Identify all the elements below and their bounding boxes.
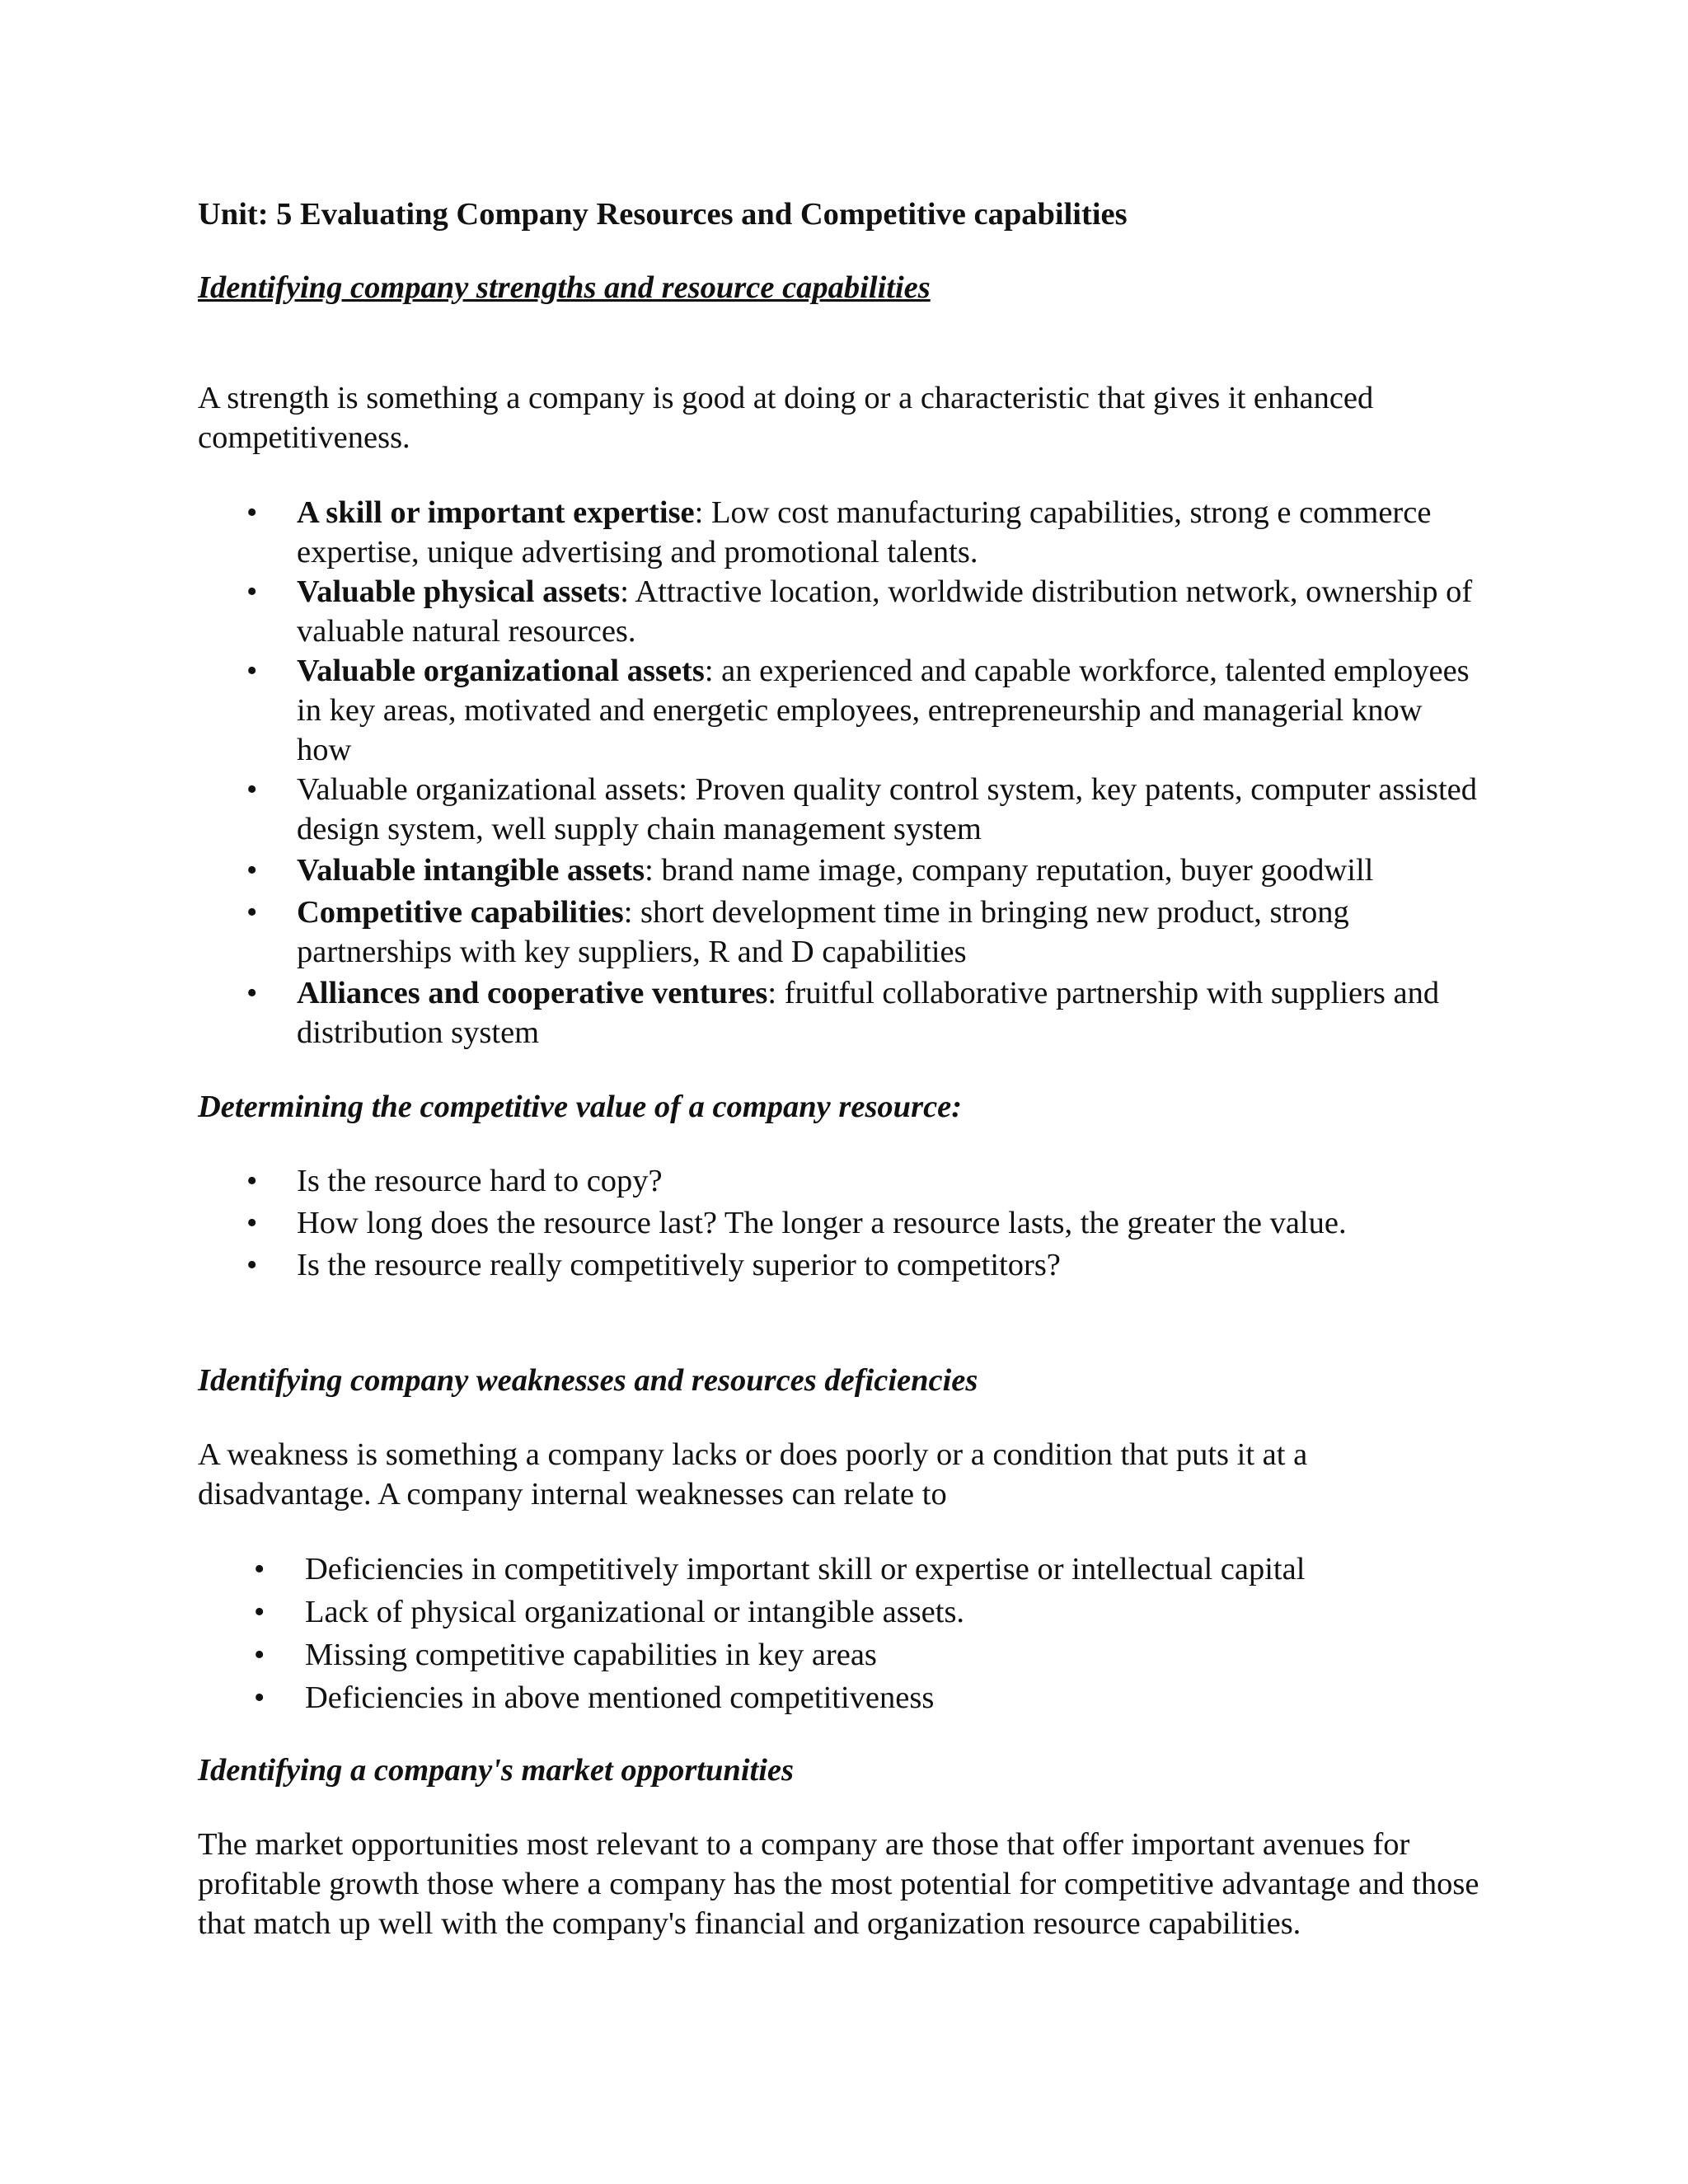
section-heading-competitive-value: Determining the competitive value of a company resource:	[198, 1090, 963, 1124]
strengths-list	[198, 493, 1484, 1052]
bullet-term: Alliances and cooperative ventures	[297, 976, 768, 1010]
list-item: • Missing competitive capabilities in key areas	[198, 1635, 1484, 1675]
list-item	[198, 493, 1484, 572]
list-item	[198, 572, 1484, 651]
weaknesses-list	[198, 1549, 1484, 1718]
bullet-text: : short development time in bringing new product, strong partnerships with key suppliers, R and D capabilities	[297, 895, 1349, 969]
list-item	[198, 851, 1484, 890]
weaknesses-intro: A weakness is something a company lacks or does poorly or a condition that puts it at a disadvantage. A company internal weaknesses can relate to	[198, 1437, 1308, 1511]
document-title: Unit: 5 Evaluating Company Resources and Competitive capabilities	[198, 197, 1128, 232]
bullet-text: : an experienced and capable workforce, talented employees in key areas, motivated and energetic employees, entrepreneurship and managerial know how	[297, 654, 1470, 767]
bullet-text: : brand name image, company reputation, buyer goodwill	[645, 853, 1374, 888]
list-item: • Lack of physical organizational or intangible assets.	[198, 1592, 1484, 1632]
competitive-value-list	[198, 1161, 1484, 1285]
list-item	[198, 973, 1484, 1052]
bullet-text: : Low cost manufacturing capabilities, strong e commerce expertise, unique advertising and promotional talents.	[297, 495, 1432, 569]
opportunities-intro: The market opportunities most relevant to a company are those that offer important avenues for profitable growth those where a company has the most potential for competitive advantage and those that match up well with the company's financial and organization resource capabilities.	[198, 1827, 1479, 1941]
section-heading-opportunities: Identifying a company's market opportunities	[198, 1753, 794, 1788]
section-heading-strengths: Identifying company strengths and resource capabilities	[198, 270, 931, 305]
section-heading-weaknesses: Identifying company weaknesses and resources deficiencies	[198, 1363, 978, 1398]
bullet-text: : Attractive location, worldwide distribution network, ownership of valuable natural resources.	[297, 574, 1473, 649]
list-item	[198, 770, 1484, 849]
list-item: • Is the resource hard to copy?	[198, 1161, 1484, 1201]
list-item: • Deficiencies in above mentioned competitiveness	[198, 1678, 1484, 1718]
list-item	[198, 893, 1484, 972]
list-item: • Is the resource really competitively superior to competitors?	[198, 1245, 1484, 1285]
list-item: • Deficiencies in competitively important skill or expertise or intellectual capital	[198, 1549, 1484, 1589]
document-page	[198, 194, 1484, 1943]
bullet-text: Valuable organizational assets: Proven quality control system, key patents, computer assisted design system, well supply chain management system	[297, 772, 1478, 846]
bullet-term: Competitive capabilities	[297, 895, 624, 930]
list-item: • How long does the resource last? The longer a resource lasts, the greater the value.	[198, 1203, 1484, 1243]
list-item	[198, 651, 1484, 770]
bullet-term: Valuable physical assets	[297, 574, 621, 609]
bullet-term: Valuable intangible assets	[297, 853, 645, 888]
strengths-intro: A strength is something a company is good at doing or a characteristic that gives it enhanced competitiveness.	[198, 381, 1374, 455]
bullet-term: Valuable organizational assets	[297, 654, 705, 688]
bullet-term: A skill or important expertise	[297, 495, 695, 530]
bullet-text: : fruitful collaborative partnership with suppliers and distribution system	[297, 976, 1440, 1050]
